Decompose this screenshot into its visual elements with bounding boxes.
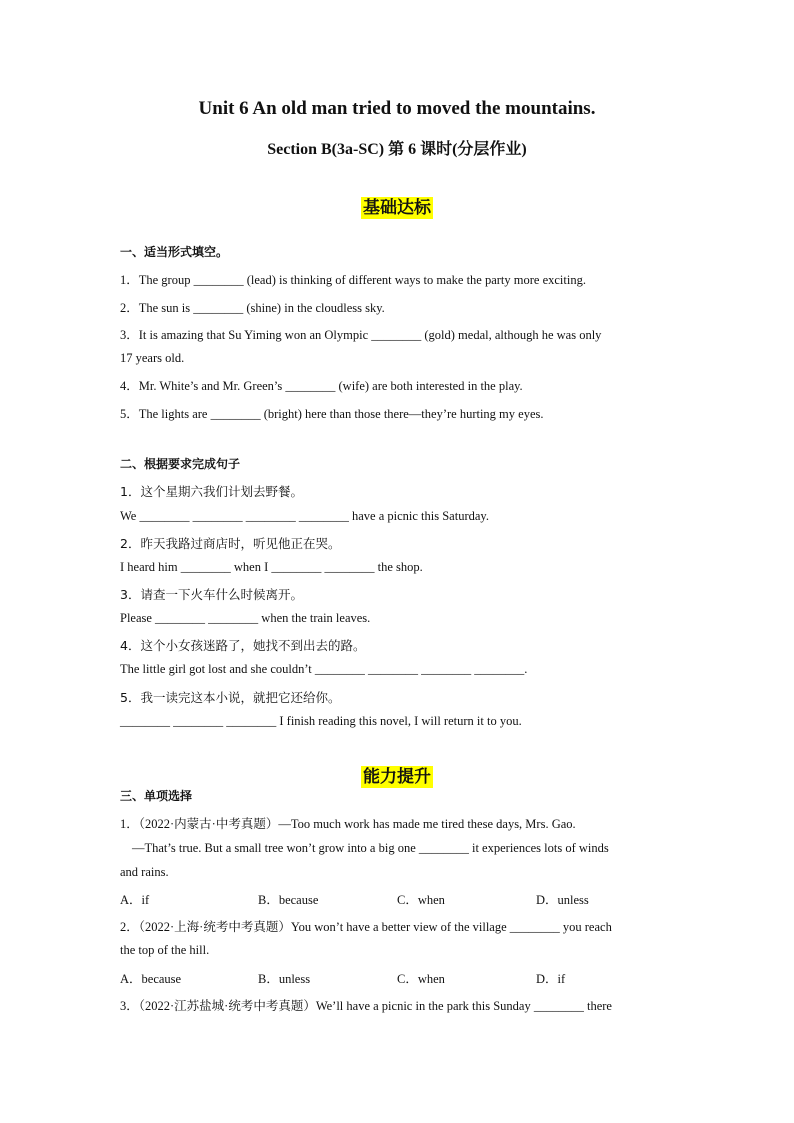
question-1-option-b[interactable]: B．because bbox=[258, 893, 319, 907]
question-1-option-a[interactable]: A．if bbox=[120, 893, 150, 907]
question-2-stem-end: the top of the hill. bbox=[120, 943, 210, 957]
question-1-option-c[interactable]: C．when bbox=[397, 893, 445, 907]
page-subtitle: Section B(3a-SC) 第 6 课时(分层作业) bbox=[267, 141, 527, 158]
question-1-option-d[interactable]: D．unless bbox=[536, 893, 589, 907]
question-2-option-d[interactable]: D．if bbox=[536, 972, 566, 986]
page-title: Unit 6 An old man tried to moved the mountains. bbox=[198, 98, 596, 119]
question-2-stem: 2．（2022·上海·统考中考真题）You won’t have a better view of the village ________ you reach bbox=[120, 920, 612, 934]
part2-line: We ________ ________ ________ ________ have a picnic this Saturday. bbox=[120, 509, 489, 523]
part1-heading: 一、适当形式填空。 bbox=[120, 245, 229, 259]
part2-line: 3．请查一下火车什么时候离开。 bbox=[120, 587, 303, 602]
part1-line: 5．The lights are ________ (bright) here than those there—they’re hurting my eyes. bbox=[120, 407, 544, 421]
part1-line: 4．Mr. White’s and Mr. Green’s ________ (wife) are both interested in the play. bbox=[120, 379, 523, 393]
part2-line: 1．这个星期六我们计划去野餐。 bbox=[120, 484, 303, 499]
part2-line: 2．昨天我路过商店时，听见他正在哭。 bbox=[120, 536, 341, 551]
part2-heading: 二、根据要求完成句子 bbox=[120, 457, 241, 471]
section-band-advanced bbox=[0, 762, 794, 787]
question-2-option-a[interactable]: A．because bbox=[120, 972, 182, 986]
part1-line: 1．The group ________ (lead) is thinking of different ways to make the party more exciting. bbox=[120, 273, 586, 287]
question-2-option-b[interactable]: B．unless bbox=[258, 972, 311, 986]
part1-line: 3．It is amazing that Su Yiming won an Olympic ________ (gold) medal, although he was only bbox=[120, 328, 602, 342]
part2-line: 5．我一读完这本小说，就把它还给你。 bbox=[120, 690, 341, 705]
section-band-basic-label: 基础达标 bbox=[363, 198, 431, 218]
question-1-stem: 1．（2022·内蒙古·中考真题）—Too much work has made me tired these days, Mrs. Gao. bbox=[120, 817, 576, 831]
part1-line: 17 years old. bbox=[120, 351, 185, 365]
part3-heading: 三、单项选择 bbox=[120, 789, 193, 803]
question-3-stem: 3．（2022·江苏盐城·统考中考真题）We’ll have a picnic in the park this Sunday ________ there bbox=[120, 999, 612, 1013]
part2-line: Please ________ ________ when the train leaves. bbox=[120, 611, 371, 625]
question-1-stem-end: and rains. bbox=[120, 865, 169, 879]
section-band-advanced-label: 能力提升 bbox=[363, 767, 431, 787]
section-band-basic bbox=[0, 193, 794, 218]
part2-line: I heard him ________ when I ________ ________ the shop. bbox=[120, 560, 423, 574]
part2-line: 4．这个小女孩迷路了，她找不到出去的路。 bbox=[120, 638, 366, 653]
question-1-stem-cont: —That’s true. But a small tree won’t grow into a big one ________ it experiences lots of winds bbox=[132, 841, 609, 855]
part2-line: The little girl got lost and she couldn’t ________ ________ ________ ________. bbox=[120, 662, 528, 676]
part2-line: ________ ________ ________ I finish reading this novel, I will return it to you. bbox=[120, 714, 522, 728]
question-2-option-c[interactable]: C．when bbox=[397, 972, 445, 986]
part1-line: 2．The sun is ________ (shine) in the cloudless sky. bbox=[120, 301, 385, 315]
